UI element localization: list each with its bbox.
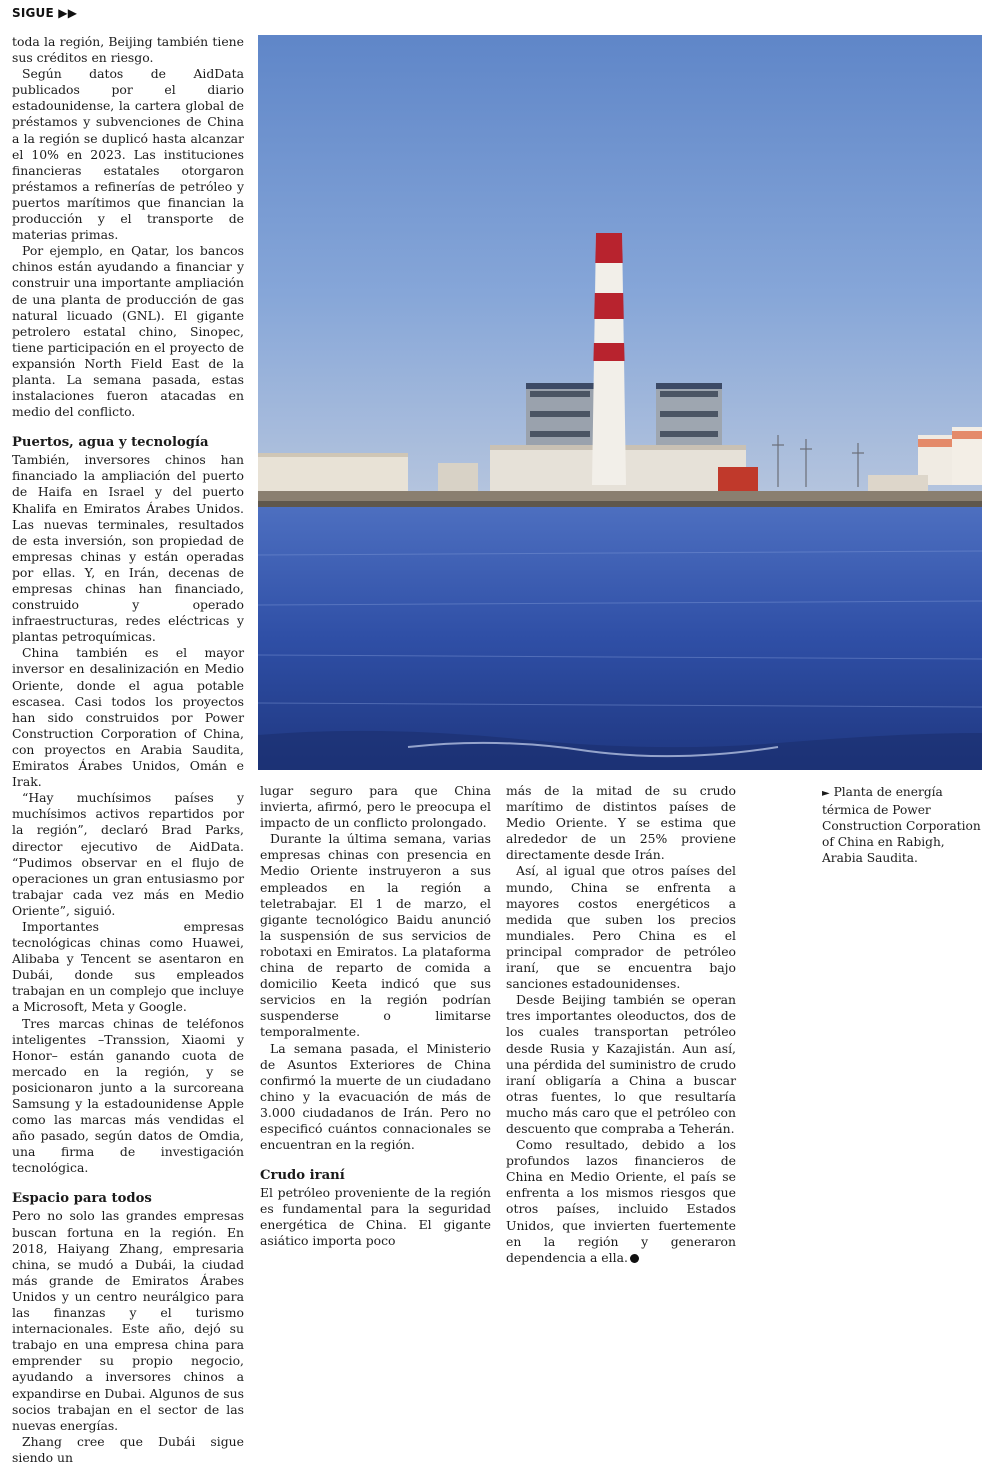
subheading: Puertos, agua y tecnología (12, 435, 209, 451)
paragraph: Importantes empresas tecnológicas chinas como Huawei, Alibaba y Tencent se asentaron en Dubái, donde sus empleados trabajan en un complejo que incluye a Microsoft, Meta y Google. (12, 918, 244, 1015)
power-plant-photo (258, 35, 982, 770)
paragraph: Pero no solo las grandes empresas buscan fortuna en la región. En 2018, Haiyang Zhang, empresaria china, se mudó a Dubái, la ciudad más grande de Emiratos Árabes Unidos y un centro neurálgico para las finanzas y el turismo internacionales. Este año, dejó su trabajo en una empresa china para emprender su propio negocio, ayudando a inversores chinos a expandirse en Dubai. Algunos de sus socios trabajan en el sector de las nuevas energías. (12, 1208, 244, 1433)
subheading: Espacio para todos (12, 1191, 152, 1207)
paragraph: La semana pasada, el Ministerio de Asuntos Exteriores de China confirmó la muerte de un ciudadano chino y la evacuación de más de 3.000 ciudadanos de Irán. Pero no especificó cuántos connacionales se encuentran en la región. (260, 1040, 491, 1153)
paragraph: Durante la última semana, varias empresas chinas con presencia en Medio Oriente instruyeron a sus empleados en la región a teletrabajar. El 1 de marzo, el gigante tecnológico Baidu anunció la suspensión de sus servicios de robotaxi en Emiratos. La plataforma china de reparto de comida a domicilio Keeta indicó que sus servicios en la región podrían suspenderse o limitarse temporalmente. (260, 831, 491, 1040)
end-of-article-icon (630, 1254, 639, 1263)
paragraph: El petróleo proveniente de la región es fundamental para la seguridad energética de China. El gigante asiático importa poco (260, 1185, 491, 1249)
paragraph: lugar seguro para que China invierta, afirmó, pero le preocupa el impacto de un conflicto prolongado. (260, 783, 491, 831)
paragraph: Tres marcas chinas de teléfonos inteligentes –Transsion, Xiaomi y Honor– están ganando cuota de mercado en la región, y se posicionaron junto a la surcoreana Samsung y la estadounidense Apple como las marcas más vendidas el año pasado, según datos de Omdia, una firma de investigación tecnológica. (12, 1015, 244, 1176)
photo-caption (822, 784, 984, 866)
paragraph: Así, al igual que otros países del mundo, China se enfrenta a mayores costos energéticos a medida que suben los precios mundiales. Pero China es el principal comprador de petróleo iraní, que se encuentra bajo sanciones estadounidenses. (506, 863, 736, 992)
paragraph-text: Como resultado, debido a los profundos lazos financieros de China en Medio Oriente, el país se enfrenta a los mismos riesgos que otros países, incluido Estados Unidos, que invierten fuertemente en la región y generaron dependencia a ella. (506, 1137, 736, 1265)
subheading: Crudo iraní (260, 1168, 345, 1184)
paragraph: Desde Beijing también se operan tres importantes oleoductos, dos de los cuales transportan petróleo desde Rusia y Kazajistán. Aun así, una pérdida del suministro de crudo iraní obligaría a China a buscar otras fuentes, lo que resultaría mucho más caro que el petróleo con descuento que compraba a Teherán. (506, 992, 736, 1136)
paragraph: Según datos de AidData publicados por el diario estadounidense, la cartera global de préstamos y subvenciones de China a la región se duplicó hasta alcanzar el 10% en 2023. Las instituciones financieras estatales otorgaron préstamos a refinerías de petróleo y puertos marítimos que financian la producción y el transporte de materias primas. (12, 66, 244, 243)
paragraph: Por ejemplo, en Qatar, los bancos chinos están ayudando a financiar y construir una importante ampliación de una planta de producción de gas natural licuado (GNL). El gigante petrolero estatal chino, Sinopec, tiene participación en el proyecto de expansión North Field East de la planta. La semana pasada, estas instalaciones fueron atacadas en medio del conflicto. (12, 243, 244, 420)
paragraph: También, inversores chinos han financiado la ampliación del puerto de Haifa en Israel y del puerto Khalifa en Emiratos Árabes Unidos. Las nuevas terminales, resultados de esta inversión, son propiedad de empresas chinas y están operadas por ellas. Y, en Irán, decenas de empresas chinas han financiado, construido y operado infraestructuras, redes eléctricas y plantas petroquímicas. (12, 452, 244, 645)
article-column-3 (506, 783, 736, 1266)
article-column-1 (12, 34, 244, 1466)
paragraph: China también es el mayor inversor en desalinización en Medio Oriente, donde el agua potable escasea. Casi todos los proyectos han sido construidos por Power Construction Corporation of China, con proyectos en Arabia Saudita, Emiratos Árabes Unidos, Omán e Irak. (12, 645, 244, 790)
caption-arrow-icon: ► (822, 788, 830, 799)
paragraph: Zhang cree que Dubái sigue siendo un (12, 1433, 244, 1465)
section-kicker: SIGUE ▶▶ (12, 6, 78, 20)
caption-text: Planta de energía térmica de Power Construction Corporation of China en Rabigh, Arabia Saudita. (822, 785, 981, 865)
paragraph: más de la mitad de su crudo marítimo de distintos países de Medio Oriente. Y se estima que alrededor de un 25% proviene directamente desde Irán. (506, 783, 736, 863)
paragraph: “Hay muchísimos países y muchísimos activos repartidos por la región”, declaró Brad Parks, director ejecutivo de AidData. “Pudimos observar en el flujo de operaciones un gran entusiasmo por trabajar cada vez más en Medio Oriente”, siguió. (12, 790, 244, 918)
paragraph (506, 1137, 736, 1266)
paragraph: toda la región, Beijing también tiene sus créditos en riesgo. (12, 34, 244, 66)
